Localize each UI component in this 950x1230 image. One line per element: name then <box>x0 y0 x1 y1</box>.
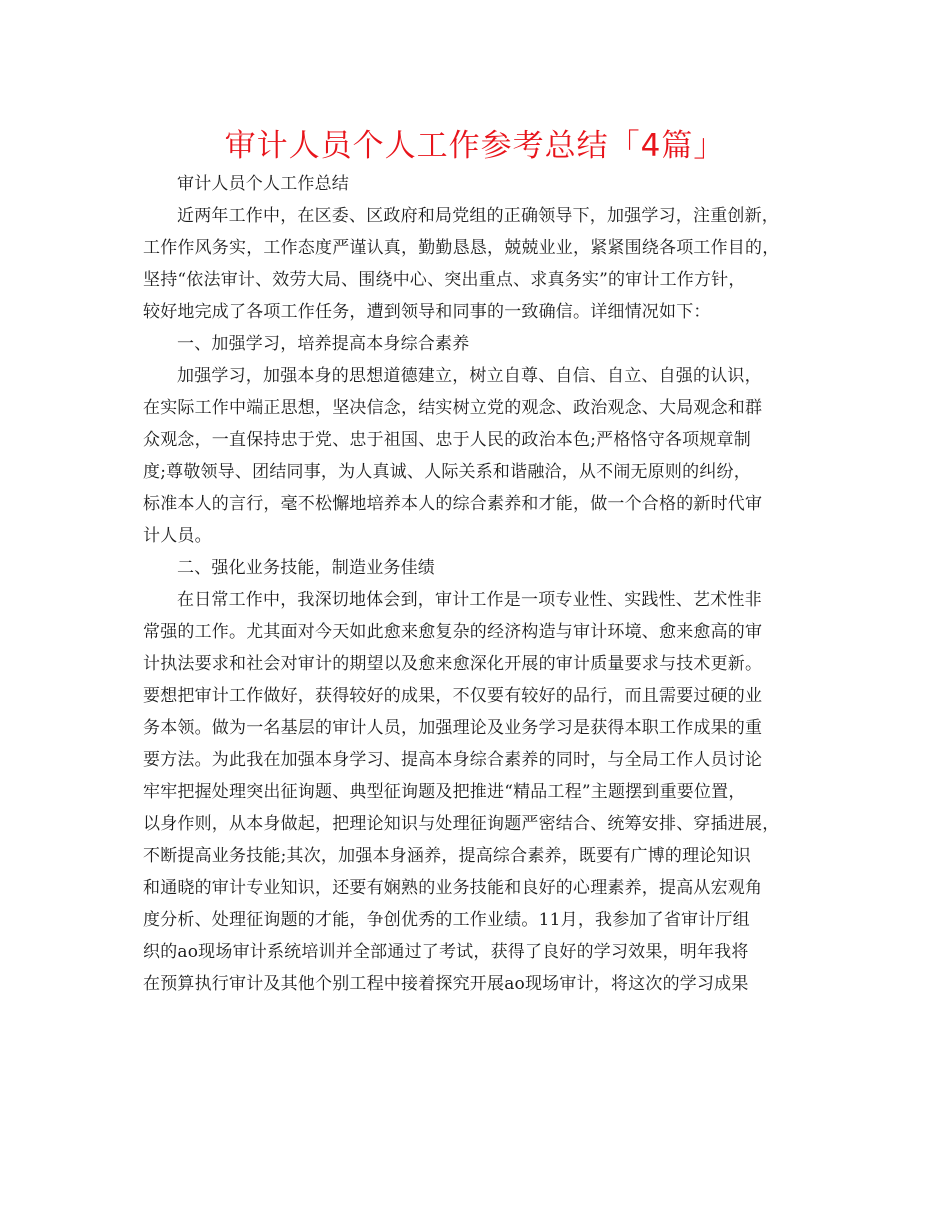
text-line: 和通晓的审计专业知识，还要有娴熟的业务技能和良好的心理素养，提高从宏观角 <box>143 878 763 898</box>
text-line: 务本领。做为一名基层的审计人员，加强理论及业务学习是获得本职工作成果的重 <box>143 718 763 738</box>
text-line: 牢牢把握处理突出征询题、典型征询题及把推进“精品工程”主题摆到重要位置， <box>143 782 746 802</box>
text-line: 不断提高业务技能;其次，加强本身涵养，提高综合素养，既要有广博的理论知识 <box>143 846 751 866</box>
text-line: 要方法。为此我在加强本身学习、提高本身综合素养的同时，与全局工作人员讨论 <box>143 750 763 770</box>
text-line: 计人员。 <box>143 526 212 546</box>
text-line: 在实际工作中端正思想，坚决信念，结实树立党的观念、政治观念、大局观念和群 <box>143 398 763 418</box>
document-title: 审计人员个人工作参考总结「4篇」 <box>224 128 726 164</box>
text-line: 织的ao现场审计系统培训并全部通过了考试，获得了良好的学习效果，明年我将 <box>143 942 749 962</box>
text-line: 一、加强学习，培养提高本身综合素养 <box>177 334 470 354</box>
text-line: 众观念，一直保持忠于党、忠于祖国、忠于人民的政治本色;严格恪守各项规章制 <box>143 430 751 450</box>
text-line: 工作作风务实，工作态度严谨认真，勤勤恳恳，兢兢业业，紧紧围绕各项工作目的， <box>143 238 780 258</box>
text-line: 近两年工作中，在区委、区政府和局党组的正确领导下，加强学习，注重创新， <box>177 206 779 226</box>
text-line: 标准本人的言行，毫不松懈地培养本人的综合素养和才能，做一个合格的新时代审 <box>143 494 763 514</box>
text-line: 坚持“依法审计、效劳大局、围绕中心、突出重点、求真务实”的审计工作方针， <box>143 270 746 290</box>
text-line: 以身作则，从本身做起，把理论知识与处理征询题严密结合、统筹安排、穿插进展， <box>143 814 780 834</box>
document-body <box>143 168 833 1000</box>
text-line: 要想把审计工作做好，获得较好的成果，不仅要有较好的品行，而且需要过硬的业 <box>143 686 763 706</box>
text-line: 较好地完成了各项工作任务，遭到领导和同事的一致确信。详细情况如下： <box>143 302 711 322</box>
text-line: 常强的工作。尤其面对今天如此愈来愈复杂的经济构造与审计环境、愈来愈高的审 <box>143 622 763 642</box>
text-line: 在日常工作中，我深切地体会到，审计工作是一项专业性、实践性、艺术性非 <box>177 590 762 610</box>
text-line: 审计人员个人工作总结 <box>177 174 349 194</box>
text-line: 度分析、处理征询题的才能，争创优秀的工作业绩。11月，我参加了省审计厅组 <box>143 910 750 930</box>
text-line: 加强学习，加强本身的思想道德建立，树立自尊、自信、自立、自强的认识， <box>177 366 762 386</box>
text-line: 计执法要求和社会对审计的期望以及愈来愈深化开展的审计质量要求与技术更新。 <box>143 654 763 674</box>
text-line: 度;尊敬领导、团结同事，为人真诚、人际关系和谐融洽，从不闹无原则的纠纷， <box>143 462 751 482</box>
text-line: 二、强化业务技能，制造业务佳绩 <box>177 558 435 578</box>
text-line: 在预算执行审计及其他个别工程中接着探究开展ao现场审计，将这次的学习成果 <box>143 974 749 994</box>
